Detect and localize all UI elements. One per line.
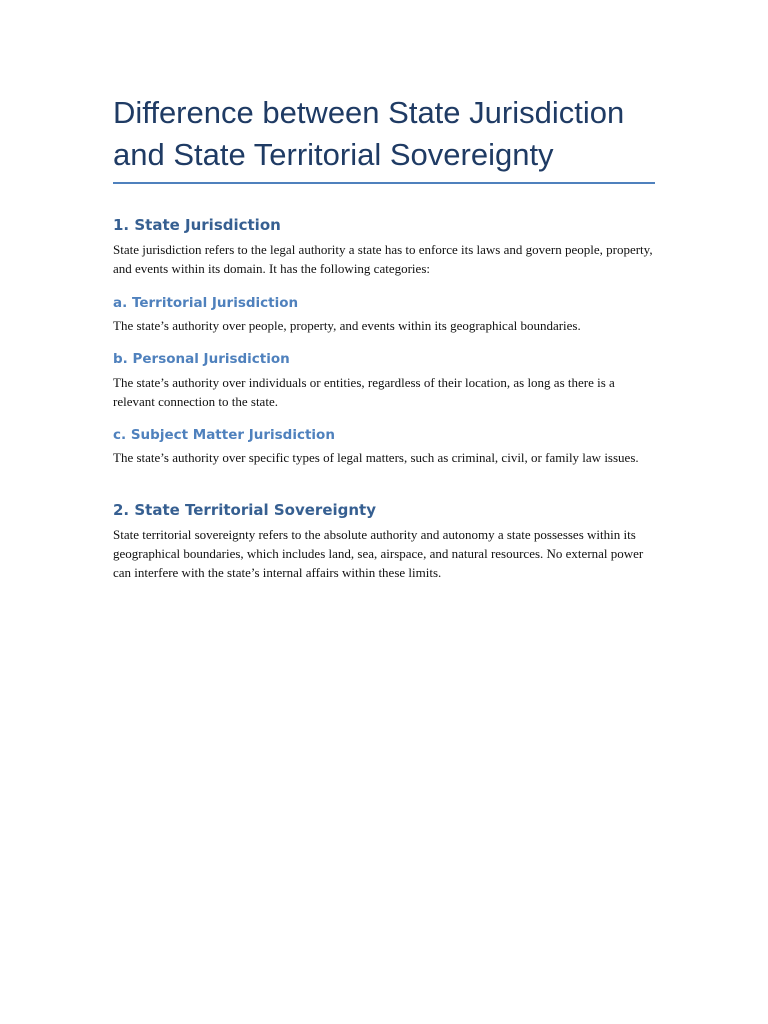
section-body-territorial-sovereignty: State territorial sovereignty refers to the absolute authority and autonomy a state possesses within its geographical boundaries, which includes land, sea, airspace, and natural resources. No external power can interfere with the state’s internal affairs within these limits. <box>113 527 644 580</box>
document-title <box>113 92 655 180</box>
subsection-body-personal-jurisdiction: The state’s authority over individuals or entities, regardless of their location, as long as there is a relevant connection to the state. <box>113 375 615 409</box>
document-title-line-2: and State Territorial Sovereignty <box>113 137 554 172</box>
title-divider <box>113 182 655 184</box>
document-page <box>113 92 655 582</box>
subsection-body-territorial-jurisdiction: The state’s authority over people, property, and events within its geographical boundaries. <box>113 318 581 333</box>
section-heading-territorial-sovereignty: 2. State Territorial Sovereignty <box>113 501 377 519</box>
section-body-state-jurisdiction: State jurisdiction refers to the legal authority a state has to enforce its laws and govern people, property, and events within its domain. It has the following categories: <box>113 242 653 276</box>
subsection-heading-personal-jurisdiction: b. Personal Jurisdiction <box>113 351 290 367</box>
section-heading-state-jurisdiction: 1. State Jurisdiction <box>113 216 281 234</box>
document-title-line-1: Difference between State Jurisdiction <box>113 95 625 130</box>
subsection-heading-subject-matter-jurisdiction: c. Subject Matter Jurisdiction <box>113 427 335 443</box>
subsection-body-subject-matter-jurisdiction: The state’s authority over specific types of legal matters, such as criminal, civil, or family law issues. <box>113 450 639 465</box>
subsection-heading-territorial-jurisdiction: a. Territorial Jurisdiction <box>113 295 299 311</box>
